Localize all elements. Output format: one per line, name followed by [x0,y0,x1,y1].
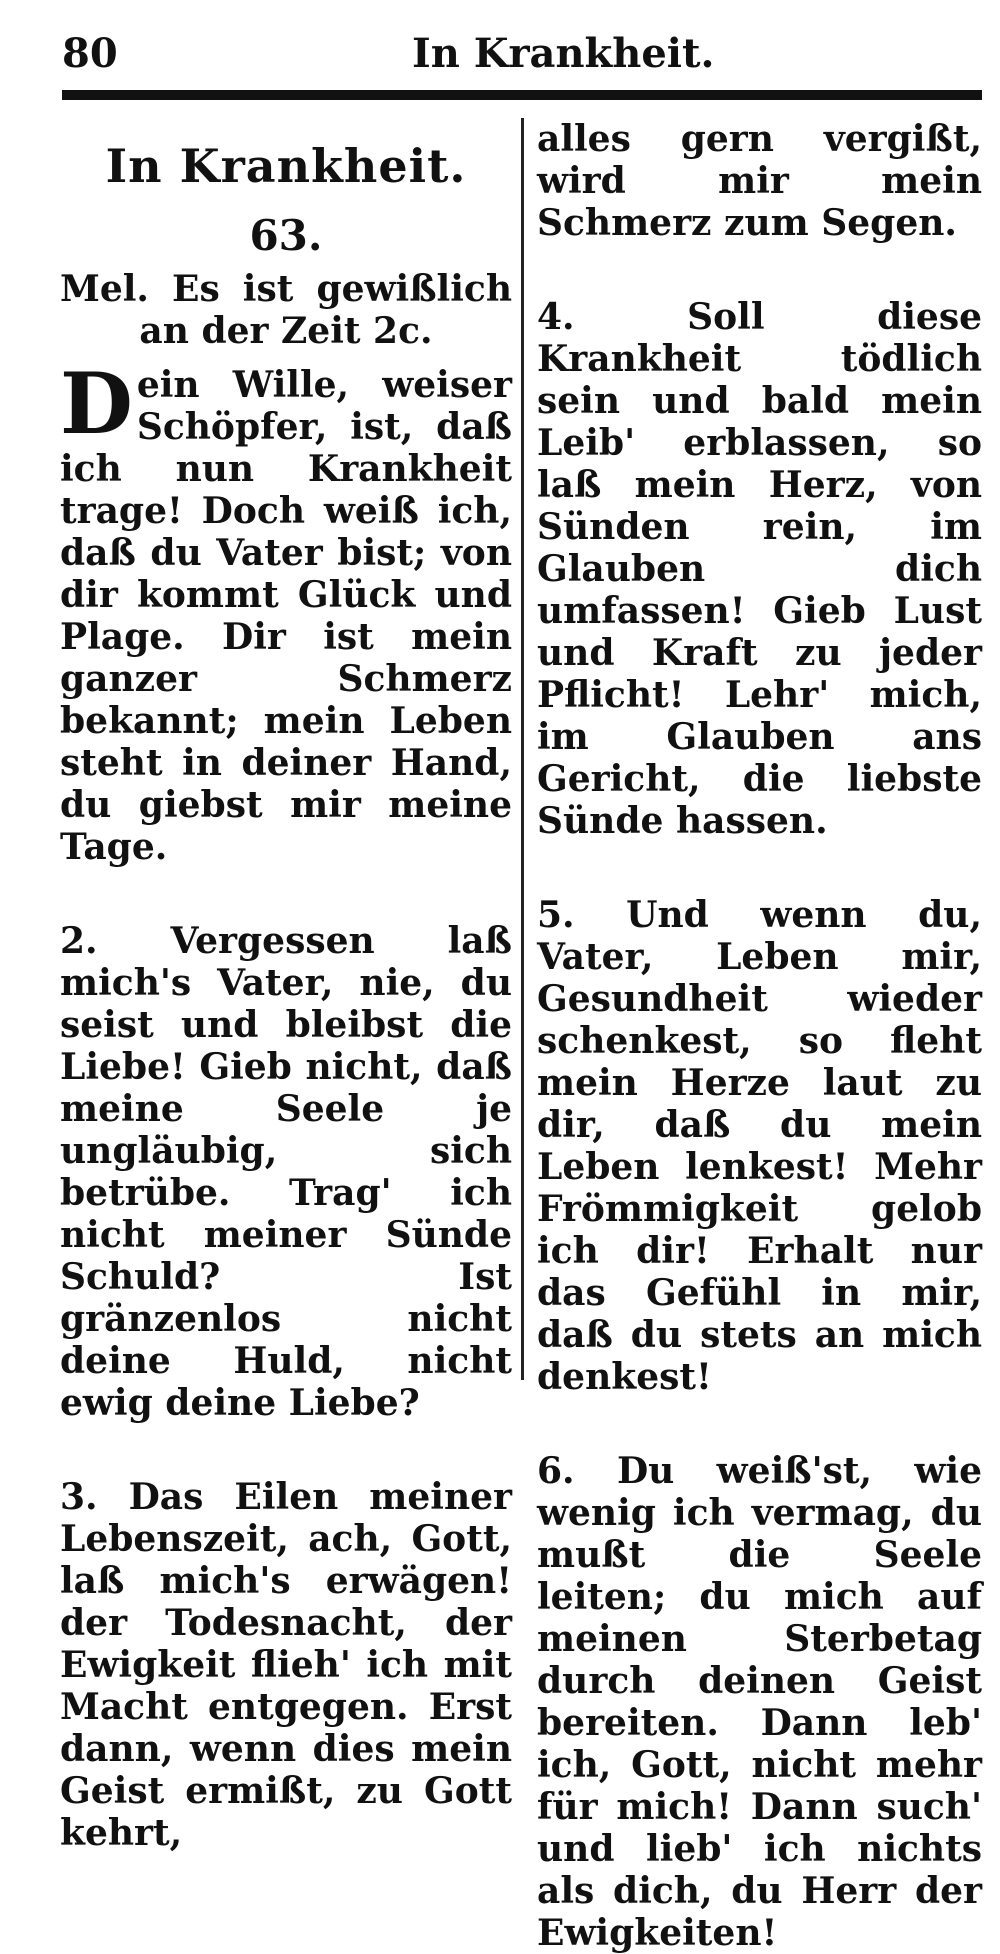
section-title: In Krankheit. [105,139,467,193]
right-column [537,118,982,1954]
page-number: 80 [62,30,118,77]
header-rule [62,90,982,100]
stanza-6: 6. Du weiß'st, wie wenig ich vermag, du mußt die Seele leiten; du mich auf meinen Sterbetag durch deinen Geist bereiten. Dann leb' ich, Gott, nicht mehr für mich! Dann such' und lieb' ich nichts als dich, du Herr der Ewigkeiten! [537,1450,982,1954]
stanza-5: 5. Und wenn du, Vater, Leben mir, Gesundheit wieder schenkest, so fleht mein Herze laut zu dir, daß du mein Leben lenkest! Mehr Frömmigkeit gelob ich dir! Erhalt nur das Gefühl in mir, daß du stets an mich denkest! [537,894,982,1398]
hymn-number: 63. [249,211,323,260]
melody-line: Mel. Es ist gewißlich an der Zeit 2c. [60,268,512,352]
left-column [60,118,512,1854]
stanza-2: 2. Vergessen laß mich's Vater, nie, du seist und bleibst die Liebe! Gieb nicht, daß meine Seele je ungläubig, sich betrübe. Trag' ich nicht meiner Sünde Schuld? Ist gränzenlos nicht deine Huld, nicht ewig deine Liebe? [60,920,512,1424]
stanza-1: Dein Wille, weiser Schöpfer, ist, daß ich nun Krankheit trage! Doch weiß ich, daß du Vater bist; von dir kommt Glück und Plage. Dir ist mein ganzer Schmerz bekannt; mein Leben steht in deiner Hand, du giebst mir meine Tage. [60,354,512,868]
stanza-3: 3. Das Eilen meiner Lebenszeit, ach, Gott, laß mich's erwägen! der Todesnacht, der Ewigkeit flieh' ich mit Macht entgegen. Erst dann, wenn dies mein Geist ermißt, zu Gott kehrt, [60,1476,512,1854]
running-head: In Krankheit. [412,30,715,77]
column-divider [521,118,524,1380]
stanza-3-continued: alles gern vergißt, wird mir mein Schmerz zum Segen. [537,118,982,244]
stanza-4: 4. Soll diese Krankheit tödlich sein und bald mein Leib' erblassen, so laß mein Herz, von Sünden rein, im Glauben dich umfassen! Gieb Lust und Kraft zu jeder Pflicht! Lehr' mich, im Glauben ans Gericht, die liebste Sünde hassen. [537,296,982,842]
